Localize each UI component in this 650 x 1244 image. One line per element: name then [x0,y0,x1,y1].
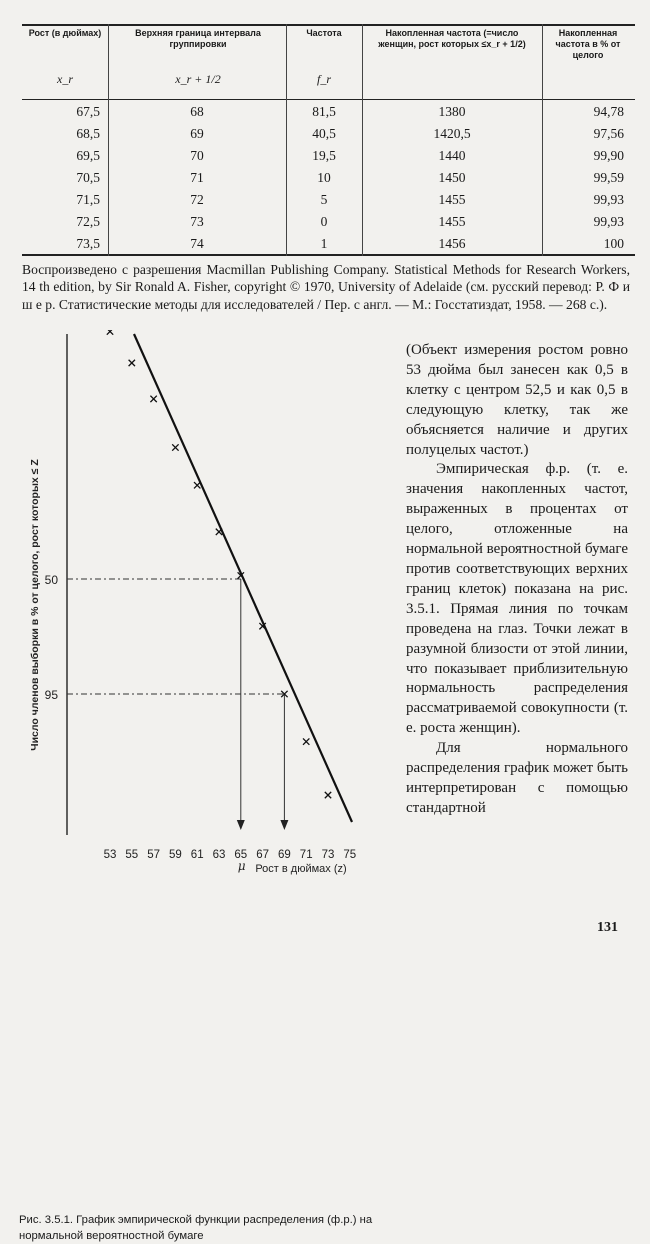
table-cell: 1455 [438,192,466,207]
figure-caption: Рис. 3.5.1. График эмпирической функции распределения (ф.р.) на нормальной вероятностной бумаге [19,1214,373,1242]
x-tick-label: 65 [234,849,248,861]
y-tick-label: 95 [44,688,58,702]
table-cell: 40,5 [312,126,336,141]
x-tick-label: 53 [103,849,117,861]
header-upper-bound: Верхняя граница интервала группировки [135,28,261,49]
table-cell: 99,59 [593,170,624,185]
data-point [129,360,135,366]
table-cell: 73 [190,214,204,229]
x-tick-label: 73 [321,849,335,861]
x-tick-label: 57 [147,849,160,861]
body-text [406,341,628,819]
table-cell: 1380 [438,104,466,119]
x-tick-label: 55 [125,849,139,861]
table-cell: 99,93 [593,214,624,229]
table-cell: 70,5 [76,170,100,185]
x-tick-label: 67 [256,849,269,861]
table-cell: 5 [320,192,328,207]
x-axis-label: Рост в дюймах (z) [255,863,347,875]
table-cell: 72,5 [76,214,100,229]
table-cell: 71 [190,170,204,185]
data-point [194,482,200,488]
y-tick-label: 50 [44,573,58,587]
data-point [172,444,178,450]
table-cell: 74 [190,236,204,251]
table-cell: 73,5 [76,236,100,251]
data-point [325,792,331,798]
x-tick-label: 61 [190,849,204,861]
table-cell: 1455 [438,214,466,229]
mu-label: μ [237,859,246,873]
table-cell: 70 [190,148,204,163]
paragraph-empirical-df: Эмпирическая ф.р. (т. е. значения накопленных частот, выраженных в процентах от целого, отложенные на нормальной вероятностной бумаге против соответствующих верхних границ клеток) показана на рис. 3.5.1. Прямая линия по точкам проведена на глаз. Точки лежат в разумной близости от этой линии, что показывает приблизительную нормальность распределения рассматриваемой совокупности (т. е. роста женщин). [406,461,628,737]
table-cell: 81,5 [312,104,336,119]
header-cumulative-percent: Накопленная частота в % от целого [555,28,621,60]
table-cell: 99,90 [593,148,624,163]
normal-probability-plot [0,330,390,890]
reference-arrow [237,820,245,830]
paragraph-normal-distribution: Для нормального распределения график может быть интерпретирован с помощью стандартной [406,740,628,816]
x-tick-label: 63 [212,849,226,861]
header-frequency-symbol: f_r [316,72,331,86]
page-number: 131 [597,920,618,935]
x-tick-label: 69 [278,849,291,861]
data-table [22,24,635,256]
table-cell: 71,5 [76,192,100,207]
table-cell: 1450 [438,170,466,185]
table-cell: 69 [190,126,204,141]
paragraph-note: (Объект измерения ростом ровно 53 дюйма был занесен как 0,5 в клетку с центром 52,5 и как 0,5 в следующую клетку, так же объясняется наличие и других полуцелых частот.) [406,342,628,458]
header-frequency: Частота [306,28,342,38]
table-cell: 68,5 [76,126,100,141]
x-tick-label: 75 [343,849,357,861]
table-cell: 1 [320,236,328,251]
header-cumulative: Накопленная частота (=число женщин, рост которых ≤x_r + 1/2) [378,28,526,49]
header-upper-bound-symbol: x_r + 1/2 [175,72,221,86]
table-cell: 0 [320,214,328,229]
table-cell: 1456 [438,236,466,251]
y-axis-label: Число членов выборки в % от целого, рост которых ≤ Z [29,459,41,751]
table-cell: 68 [190,104,204,119]
x-tick-label: 59 [169,849,182,861]
data-point [107,330,113,335]
table-cell: 10 [317,170,331,185]
table-cell: 94,78 [593,104,624,119]
reference-arrow [280,820,288,830]
table-cell: 99,93 [593,192,624,207]
source-credits: Воспроизведено с разрешения Macmillan Publishing Company. Statistical Methods for Research Workers, 14 th edition, by Sir Ronald A. Fisher, copyright © 1970, University of Adelaide (см. русский перевод: Р. Ф и ш е р. Статистические методы для исследователей / Пер. с англ. — М.: Госстатиздат, 1958. — 268 с.). [22,262,630,312]
x-tick-label: 71 [299,849,313,861]
header-height-symbol: x_r [57,72,73,86]
header-height: Рост (в дюймах) [28,28,102,38]
data-point [303,738,309,744]
table-cell: 1420,5 [433,126,471,141]
table-cell: 100 [603,236,624,251]
table-cell: 72 [190,192,204,207]
table-cell: 69,5 [76,148,100,163]
data-point [150,396,156,402]
table-cell: 19,5 [312,148,336,163]
table-cell: 67,5 [76,104,100,119]
table-cell: 1440 [438,148,466,163]
table-cell: 97,56 [593,126,624,141]
figure [0,330,390,1242]
